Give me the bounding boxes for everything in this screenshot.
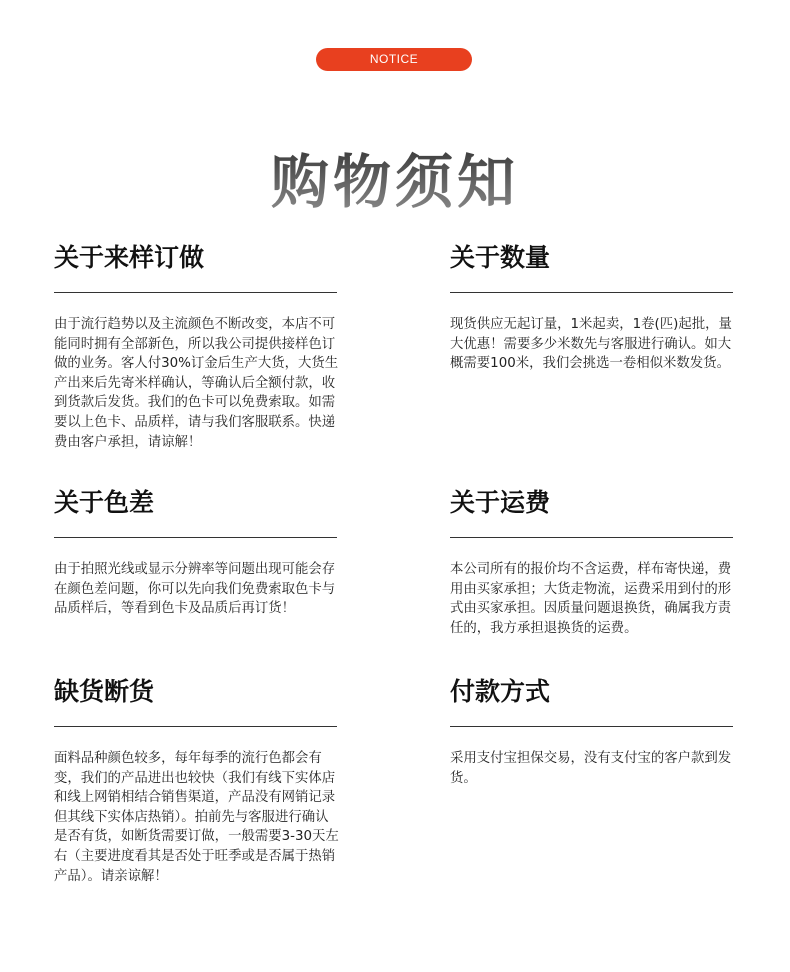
section-divider <box>54 292 337 293</box>
section-divider <box>54 726 337 727</box>
section-divider <box>54 537 337 538</box>
section-color-difference <box>54 486 340 619</box>
section-custom-order <box>54 241 340 452</box>
section-divider <box>450 726 733 727</box>
section-divider <box>450 537 733 538</box>
section-title: 关于色差 <box>54 488 155 517</box>
section-body: 由于流行趋势以及主流颜色不断改变，本店不可能同时拥有全部新色，所以我公司提供接样色订做的业务。客人付30%订金后生产大货，大货生产出来后先寄米样确认，等确认后全额付款，收到货款后发货。我们的色卡可以免费索取。如需要以上色卡、品质样，请与我们客服联系。快递费由客户承担，请谅解！ <box>54 317 339 450</box>
section-body: 面料品种颜色较多，每年每季的流行色都会有变，我们的产品进出也较快（我们有线下实体店和线上网销相结合销售渠道，产品没有网销记录但其线下实体店热销）。拍前先与客服进行确认是否有货，如断货需要订做，一般需要3-30天左右（主要进度看其是否处于旺季或是否属于热销产品）。请亲谅解！ <box>54 751 339 884</box>
section-body: 采用支付宝担保交易，没有支付宝的客户款到发货。 <box>450 751 732 786</box>
section-title: 关于运费 <box>450 488 551 517</box>
section-quantity <box>450 241 736 374</box>
section-title: 关于数量 <box>450 243 551 272</box>
page-title: 购物须知 <box>0 147 790 217</box>
section-title: 付款方式 <box>450 677 551 706</box>
section-shipping <box>450 486 736 638</box>
section-body: 现货供应无起订量，1米起卖，1卷(匹)起批，量大优惠！需要多少米数先与客服进行确认。如大概需要100米，我们会挑选一卷相似米数发货。 <box>450 317 732 372</box>
section-body: 本公司所有的报价均不含运费，样布寄快递，费用由买家承担；大货走物流，运费采用到付的形式由买家承担。因质量问题退换货，确属我方责任的，我方承担退换货的运费。 <box>450 562 732 636</box>
section-body: 由于拍照光线或显示分辨率等问题出现可能会存在颜色差问题，你可以先向我们免费索取色卡与品质样后，等看到色卡及品质后再订货！ <box>54 562 336 617</box>
notice-badge: NOTICE <box>316 48 472 71</box>
section-title: 关于来样订做 <box>54 243 205 272</box>
section-payment <box>450 675 736 788</box>
section-title: 缺货断货 <box>54 677 155 706</box>
section-divider <box>450 292 733 293</box>
section-out-of-stock <box>54 675 340 886</box>
